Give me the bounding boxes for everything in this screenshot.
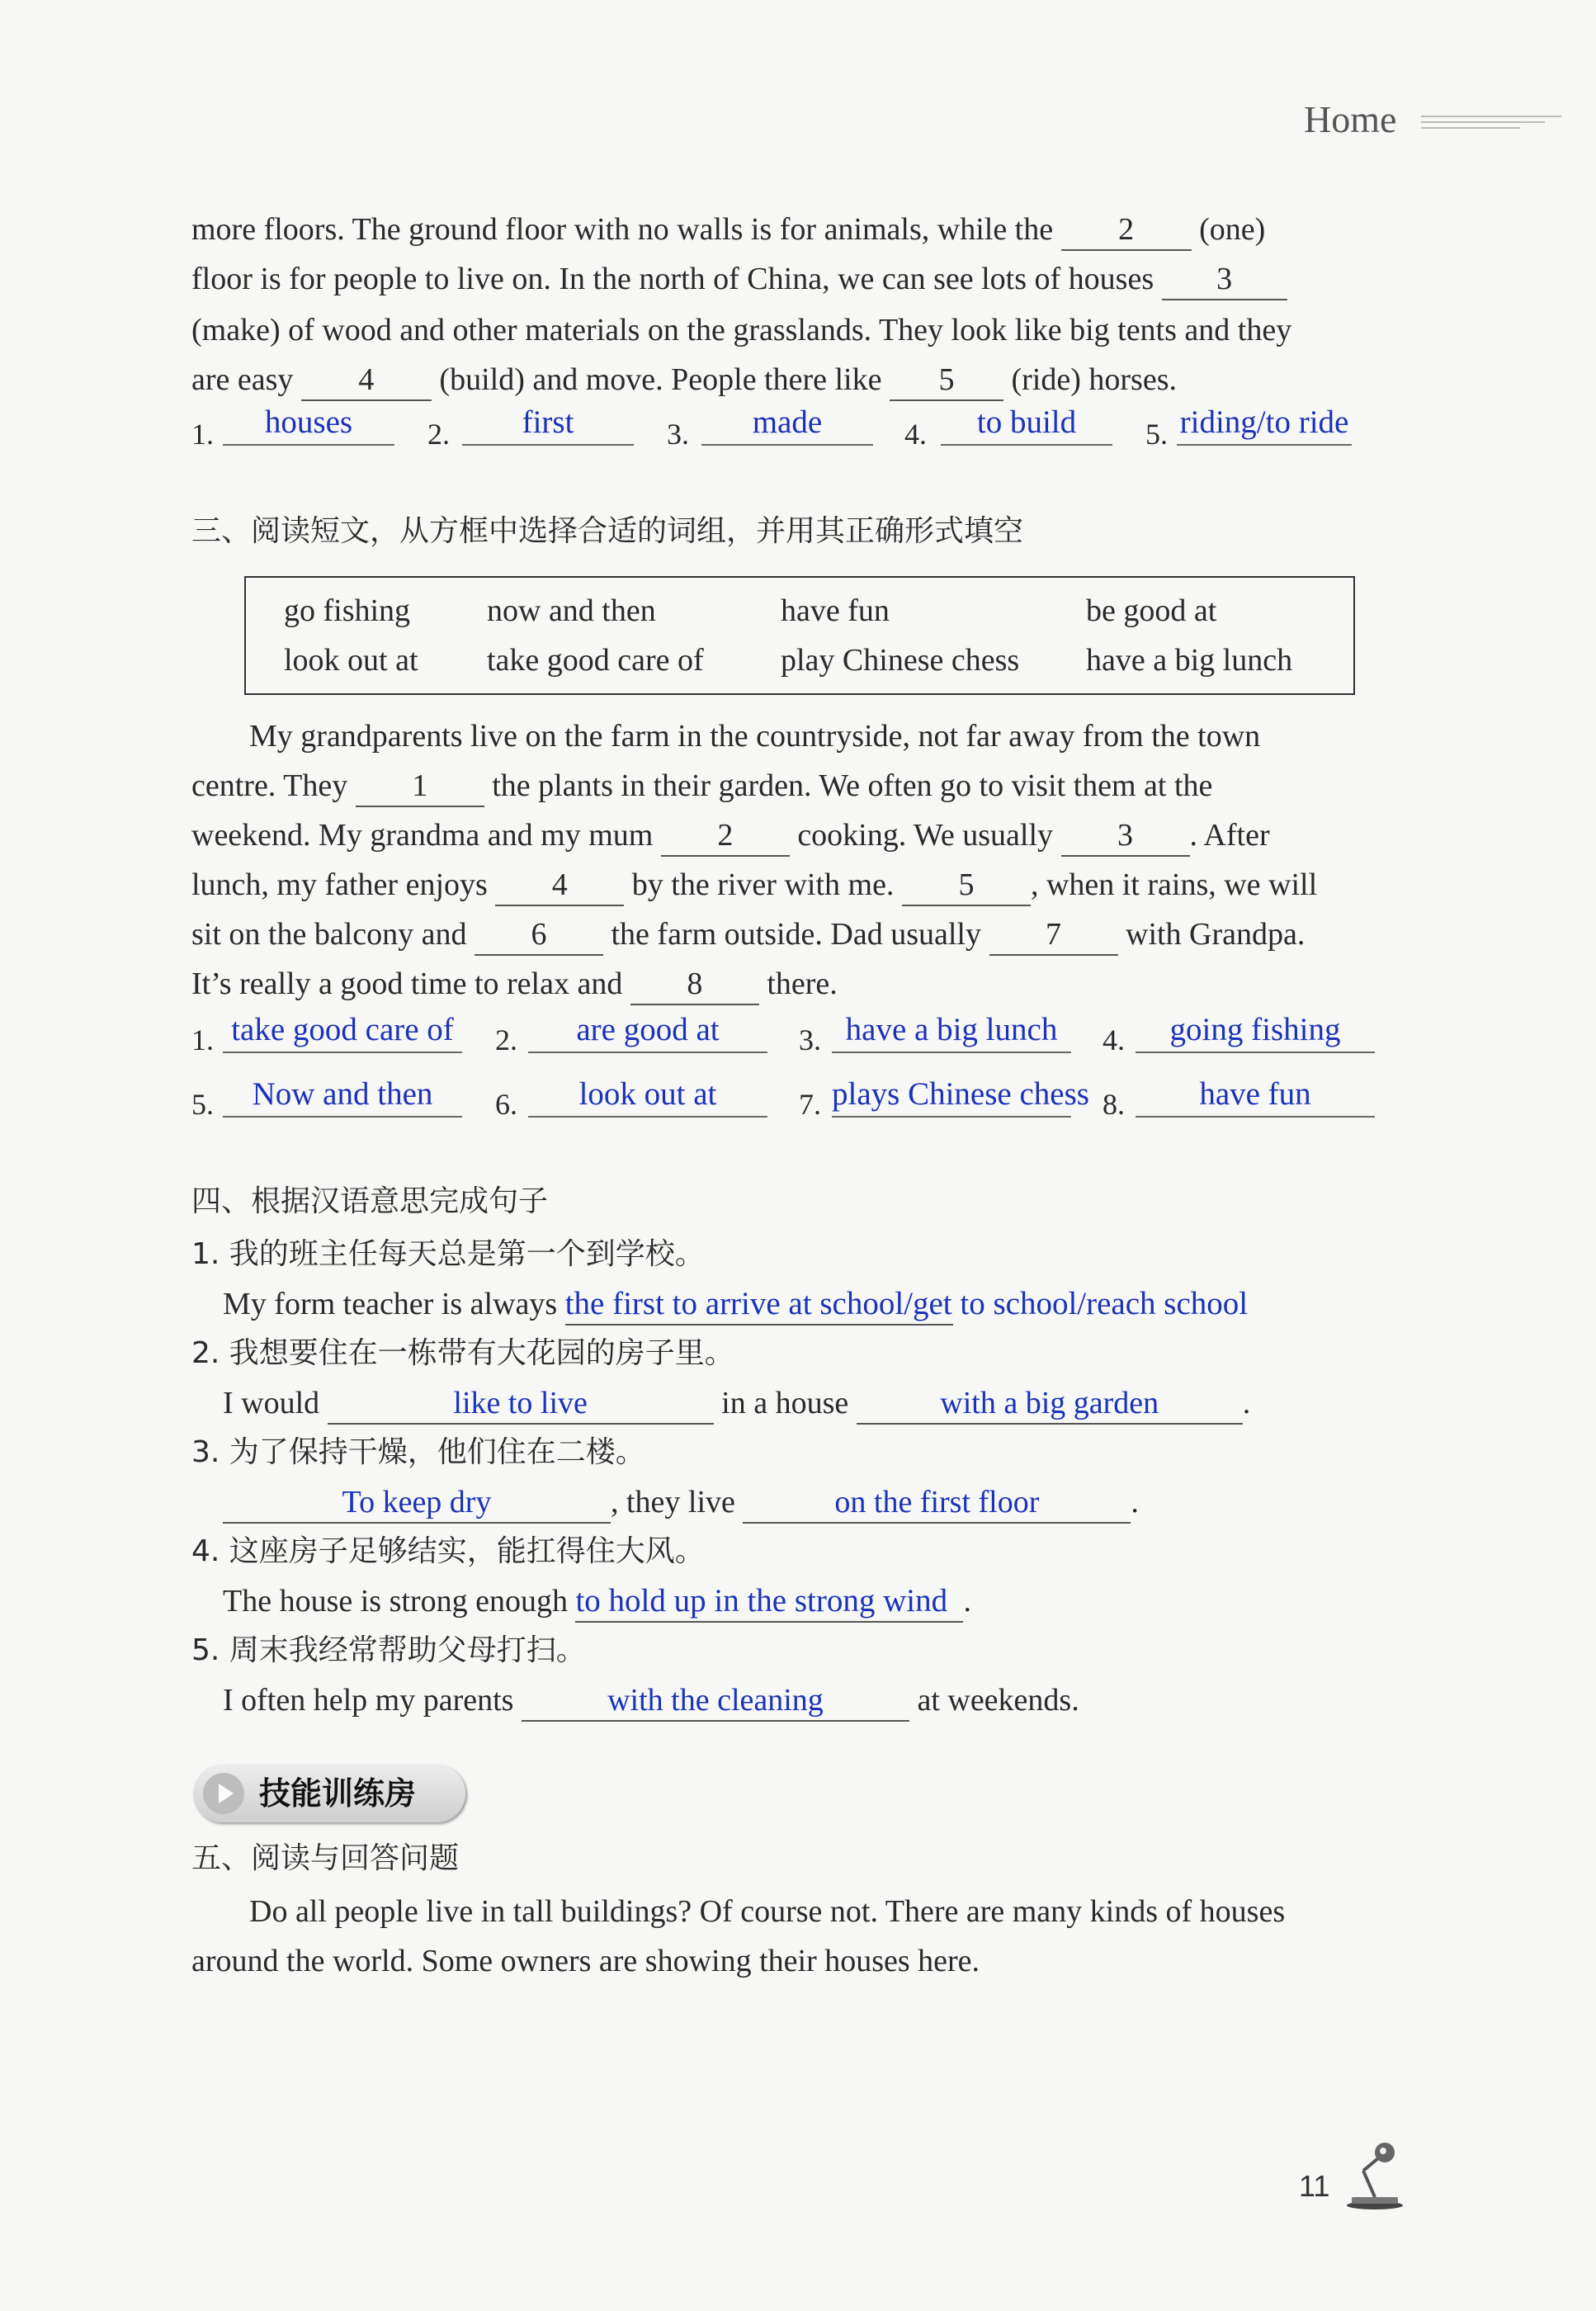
header-decoration-lines — [1421, 116, 1561, 129]
answer-num: 8. — [1103, 1088, 1125, 1121]
answer-field-5: riding/to ride — [1177, 401, 1352, 446]
blank-7: 7 — [989, 914, 1118, 956]
item-1-english: My form teacher is always the first to arrive at school/get to school/reach school — [223, 1279, 953, 1329]
item-2-english: I would like to live in a house with a big garden . — [223, 1378, 1250, 1428]
answer-field-4: going fishing — [1136, 1009, 1375, 1053]
passage-top-line-2: floor is for people to live on. In the north of China, we can see lots of houses 3 — [191, 254, 1287, 304]
answer-num: 1. — [191, 1023, 214, 1056]
blank-1: 1 — [356, 766, 484, 807]
answer-field-1: take good care of — [223, 1009, 462, 1053]
skills-banner-label: 技能训练房 — [259, 1775, 417, 1812]
section-3-line-1: My grandparents live on the farm in the countryside, not far away from the town — [249, 719, 1261, 754]
box-word: have a big lunch — [1086, 643, 1293, 678]
page-header — [1304, 97, 1396, 141]
answer-num: 4. — [1103, 1023, 1125, 1056]
blank-2: 2 — [1061, 210, 1192, 251]
section-3-line-3: weekend. My grandma and my mum 2 cooking. We usually 3 . After — [191, 811, 1270, 860]
answer-num: 6. — [495, 1088, 517, 1121]
section-3-line-2: centre. They 1 the plants in their garden. We often go to visit them at the — [191, 761, 1212, 811]
box-word: look out at — [284, 643, 418, 678]
answer-field: To keep dry — [223, 1482, 611, 1524]
item-5-chinese: 5. 周末我经常帮助父母打扫。 — [191, 1633, 586, 1667]
section-3-line-5: sit on the balcony and 6 the farm outside. Dad usually 7 with Grandpa. — [191, 910, 1305, 959]
skills-banner — [193, 1765, 465, 1822]
blank-6: 6 — [475, 914, 603, 956]
blank-8: 8 — [630, 964, 759, 1005]
blank-2: 2 — [661, 815, 790, 857]
item-5-english: I often help my parents with the cleaning at weekends. — [223, 1675, 1079, 1725]
answer-num: 1. — [191, 418, 214, 451]
blank-5: 5 — [902, 865, 1031, 906]
section-5-line-2: around the world. Some owners are showing their houses here. — [191, 1944, 980, 1978]
box-word: go fishing — [284, 593, 411, 628]
answer-field-5: Now and then — [223, 1073, 462, 1118]
answer-num: 7. — [799, 1088, 821, 1121]
answer-field-8: have fun — [1136, 1073, 1375, 1118]
passage-top-line-1: more floors. The ground floor with no walls is for animals, while the 2 (one) — [191, 205, 1265, 254]
box-word: be good at — [1086, 593, 1217, 628]
answer-num: 4. — [904, 418, 927, 451]
answer-num: 3. — [667, 418, 689, 451]
answer-num: 2. — [427, 418, 450, 451]
passage-top-line-3: (make) of wood and other materials on the grasslands. They look like big tents and they — [191, 313, 1292, 347]
item-2-chinese: 2. 我想要住在一栋带有大花园的房子里。 — [191, 1336, 734, 1370]
blank-5: 5 — [890, 360, 1003, 401]
answer-field-2: are good at — [528, 1009, 767, 1053]
box-word: play Chinese chess — [781, 643, 1020, 678]
box-word: now and then — [487, 593, 656, 628]
page-number: 11 — [1299, 2169, 1330, 2203]
item-4-english: The house is strong enough to hold up in the strong wind . — [223, 1576, 971, 1626]
answer-num: 3. — [799, 1023, 821, 1056]
box-word: take good care of — [487, 643, 704, 678]
answer-field: the first to arrive at school/get to school/reach school — [565, 1284, 953, 1326]
section-3-line-6: It’s really a good time to relax and 8 there. — [191, 959, 838, 1009]
section-3-line-4: lunch, my father enjoys 4 by the river with me. 5 , when it rains, we will — [191, 860, 1317, 910]
answer-field: with a big garden — [857, 1383, 1243, 1425]
answer-field: with the cleaning — [522, 1680, 909, 1722]
item-4-chinese: 4. 这座房子足够结实，能扛得住大风。 — [191, 1534, 705, 1568]
section-5-title: 五、阅读与回答问题 — [191, 1841, 460, 1875]
desk-lamp-icon — [1342, 2138, 1408, 2212]
answer-num: 2. — [495, 1023, 517, 1056]
section-3-title: 三、阅读短文，从方框中选择合适的词组，并用其正确形式填空 — [191, 514, 1024, 548]
answer-field-3: have a big lunch — [832, 1009, 1071, 1053]
blank-4: 4 — [301, 360, 432, 401]
answer-field: like to live — [328, 1383, 714, 1425]
play-icon — [203, 1773, 244, 1814]
answer-field-1: houses — [223, 401, 394, 446]
header-title: Home — [1304, 98, 1397, 140]
answer-field: on the first floor — [743, 1482, 1131, 1524]
answer-field-2: first — [462, 401, 634, 446]
answer-field-3: made — [701, 401, 873, 446]
blank-4: 4 — [495, 865, 624, 906]
blank-3: 3 — [1061, 815, 1190, 857]
answer-num: 5. — [191, 1088, 214, 1121]
passage-top-line-4: are easy 4 (build) and move. People there like 5 (ride) horses. — [191, 355, 1177, 404]
item-3-chinese: 3. 为了保持干燥，他们住在二楼。 — [191, 1435, 645, 1469]
answer-field-4: to build — [941, 401, 1112, 446]
item-1-chinese: 1. 我的班主任每天总是第一个到学校。 — [191, 1237, 705, 1271]
answer-field-7: plays Chinese chess — [832, 1073, 1071, 1118]
answer-field-6: look out at — [528, 1073, 767, 1118]
box-word: have fun — [781, 593, 890, 628]
answer-field: to hold up in the strong wind — [575, 1581, 963, 1623]
answer-num: 5. — [1145, 418, 1168, 451]
section-4-title: 四、根据汉语意思完成句子 — [191, 1184, 549, 1218]
item-3-english: To keep dry , they live on the first floor . — [223, 1477, 1139, 1527]
section-5-line-1: Do all people live in tall buildings? Of course not. There are many kinds of houses — [249, 1894, 1286, 1929]
blank-3: 3 — [1162, 259, 1287, 300]
